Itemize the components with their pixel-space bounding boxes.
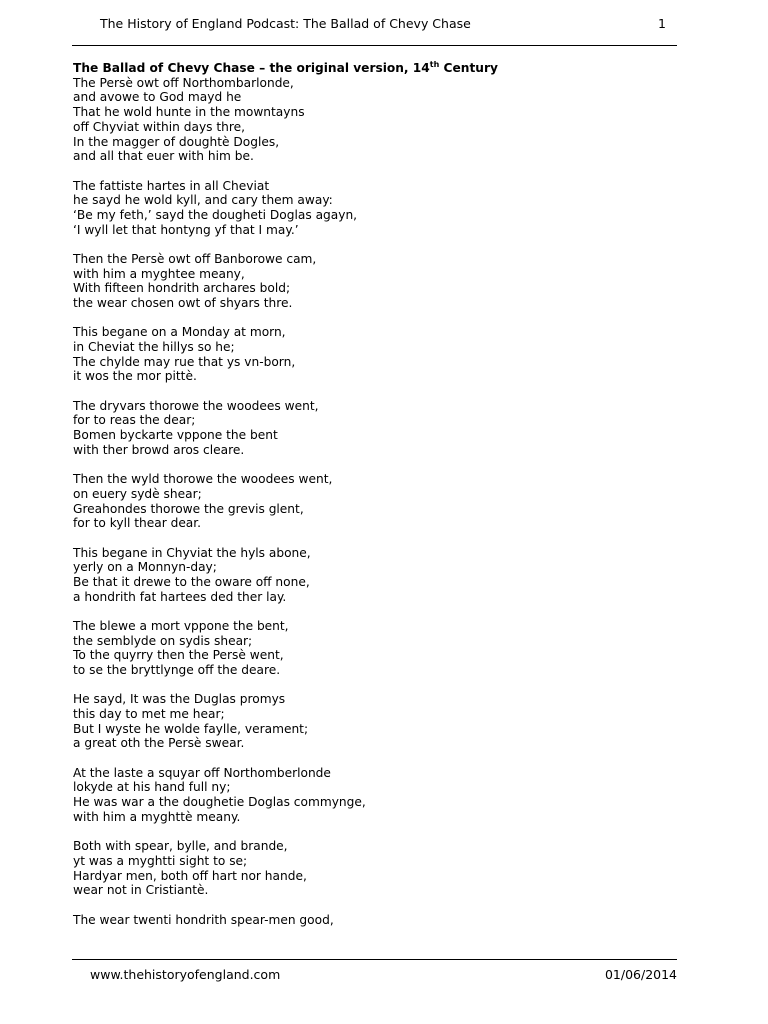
verse-line: a great oth the Persè swear. — [73, 736, 245, 751]
verse-line: ‘Be my feth,’ sayd the dougheti Doglas agayn, — [73, 207, 358, 222]
verse-line: He sayd, It was the Duglas promys — [73, 692, 286, 707]
verse-line: The wear twenti hondrith spear-men good, — [73, 912, 334, 927]
verse-line: and all that euer with him be. — [73, 149, 254, 164]
verse-line: Bomen byckarte vppone the bent — [73, 428, 278, 443]
verse-line: Be that it drewe to the oware off none, — [73, 574, 310, 589]
verse-line: the semblyde on sydis shear; — [73, 633, 253, 648]
header-title: The History of England Podcast: The Ballad of Chevy Chase — [100, 16, 471, 31]
stanza — [73, 76, 673, 164]
verse-line: it wos the mor pittè. — [73, 369, 197, 384]
verse-line: with him a myghttè meany. — [73, 809, 241, 824]
verse-line: The blewe a mort vppone the bent, — [73, 618, 289, 633]
stanza — [73, 325, 673, 384]
verse-line: he sayd he wold kyll, and cary them away: — [73, 193, 333, 208]
verse-line: with him a myghtee meany, — [73, 266, 245, 281]
verse-line: off Chyviat within days thre, — [73, 119, 245, 134]
verse-line: Both with spear, bylle, and brande, — [73, 839, 288, 854]
stanza — [73, 766, 673, 825]
stanza — [73, 252, 673, 311]
verse-line: The Persè owt off Northombarlonde, — [73, 75, 294, 90]
verse-line: Greahondes thorowe the grevis glent, — [73, 501, 304, 516]
verse-line: At the laste a squyar off Northomberlonde — [73, 765, 331, 780]
header-rule — [72, 45, 677, 46]
verse-line: That he wold hunte in the mowntayns — [73, 105, 305, 120]
verse-line: with ther browd aros cleare. — [73, 442, 245, 457]
stanza — [73, 839, 673, 898]
footer-url: www.thehistoryofengland.com — [90, 967, 281, 982]
ballad-text — [73, 76, 673, 928]
verse-line: on euery sydè shear; — [73, 486, 202, 501]
document-heading: The Ballad of Chevy Chase – the original version, 14th Century — [73, 59, 498, 75]
verse-line: lokyde at his hand full ny; — [73, 780, 231, 795]
footer-date: 01/06/2014 — [604, 967, 677, 982]
document-body — [73, 61, 673, 942]
page-header — [100, 16, 668, 32]
stanza — [73, 692, 673, 751]
stanza — [73, 179, 673, 238]
verse-line: In the magger of doughtè Dogles, — [73, 134, 280, 149]
verse-line: This begane on a Monday at morn, — [73, 325, 286, 340]
verse-line: to se the bryttlynge off the deare. — [73, 663, 281, 678]
verse-line: Then the wyld thorowe the woodees went, — [73, 472, 333, 487]
verse-line: To the quyrry then the Persè went, — [73, 648, 284, 663]
verse-line: The chylde may rue that ys vn-born, — [73, 354, 296, 369]
verse-line: yt was a myghtti sight to se; — [73, 853, 248, 868]
verse-line: With fifteen hondrith archares bold; — [73, 281, 291, 296]
verse-line: in Cheviat the hillys so he; — [73, 340, 235, 355]
stanza — [73, 913, 673, 928]
verse-line: He was war a the doughetie Doglas commynge, — [73, 795, 366, 810]
stanza — [73, 546, 673, 605]
page-number: 1 — [658, 16, 666, 31]
verse-line: The dryvars thorowe the woodees went, — [73, 398, 319, 413]
stanza — [73, 619, 673, 678]
verse-line: The fattiste hartes in all Cheviat — [73, 178, 270, 193]
stanza — [73, 472, 673, 531]
verse-line: the wear chosen owt of shyars thre. — [73, 296, 293, 311]
verse-line: and avowe to God mayd he — [73, 90, 242, 105]
page-footer — [90, 967, 677, 983]
verse-line: for to kyll thear dear. — [73, 516, 202, 531]
verse-line: Hardyar men, both off hart nor hande, — [73, 868, 307, 883]
footer-rule — [72, 959, 677, 960]
verse-line: this day to met me hear; — [73, 707, 225, 722]
verse-line: Then the Persè owt off Banborowe cam, — [73, 251, 317, 266]
stanza — [73, 399, 673, 458]
verse-line: yerly on a Monnyn-day; — [73, 560, 217, 575]
verse-line: ‘I wyll let that hontyng yf that I may.’ — [73, 222, 299, 237]
verse-line: This begane in Chyviat the hyls abone, — [73, 545, 311, 560]
verse-line: for to reas the dear; — [73, 413, 196, 428]
verse-line: But I wyste he wolde faylle, verament; — [73, 721, 309, 736]
verse-line: a hondrith fat hartees ded ther lay. — [73, 589, 287, 604]
verse-line: wear not in Cristiantè. — [73, 883, 209, 898]
